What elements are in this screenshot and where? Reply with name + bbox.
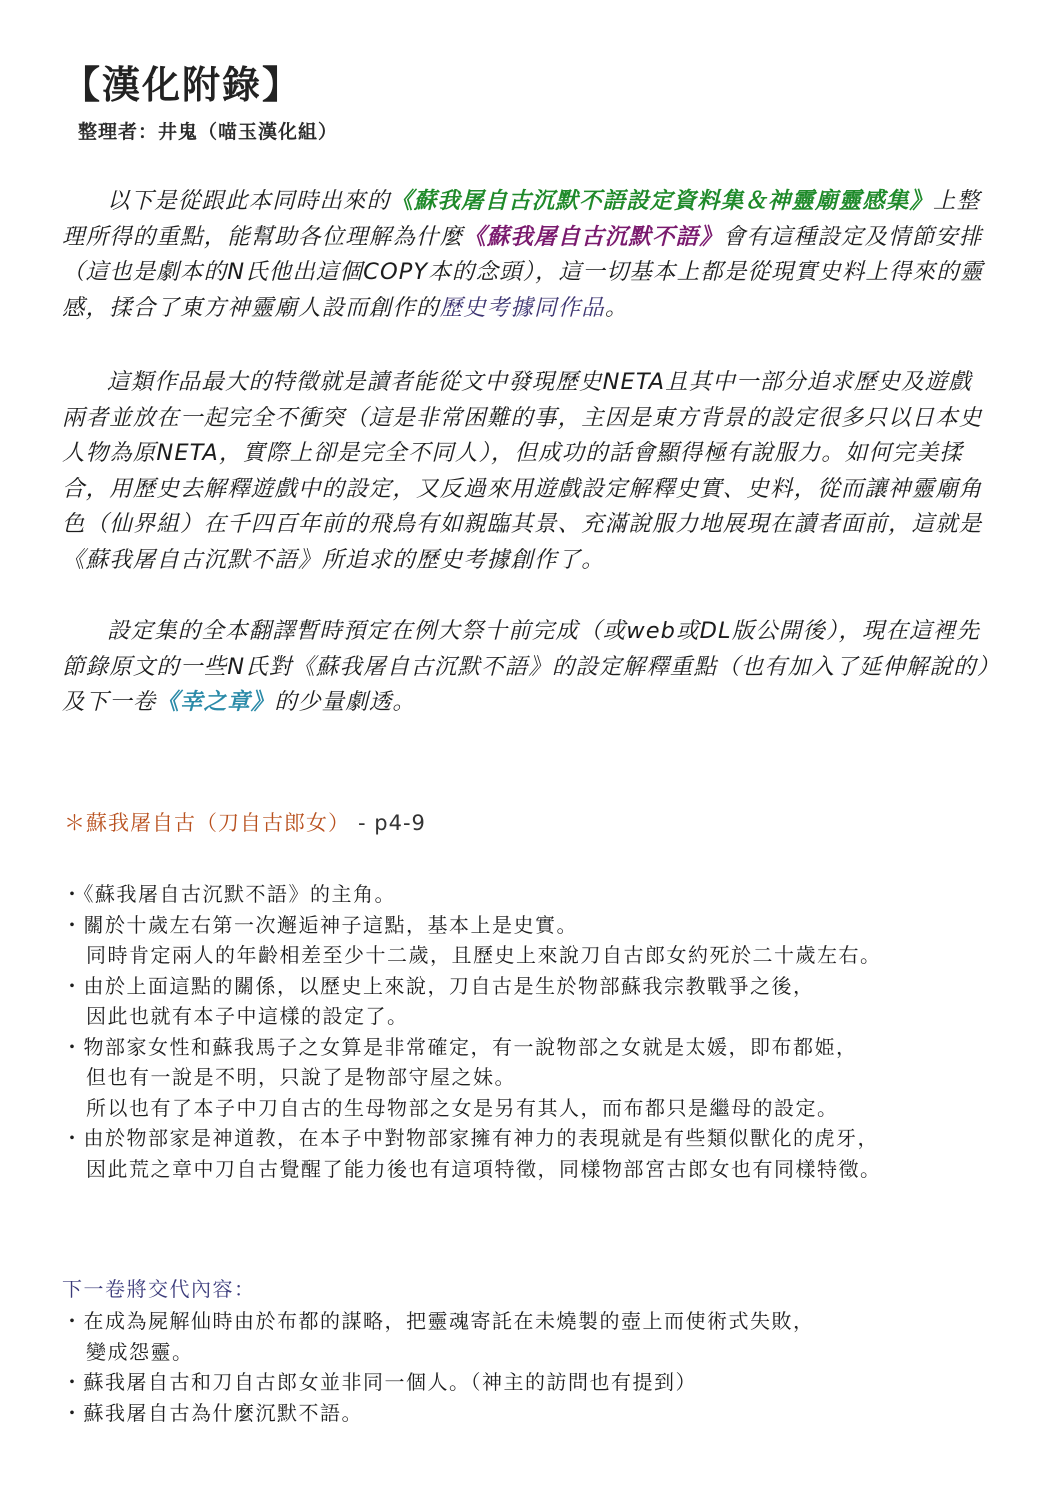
next-volume-list — [62, 1306, 1002, 1428]
intro-text: 的少量劇透。 — [274, 689, 417, 715]
list-item-continuation: 因此荒之章中刀自古覺醒了能力後也有這項特徵，同樣物部宮古郎女也有同樣特徵。 — [86, 1156, 882, 1181]
list-item: ・蘇我屠自古為什麼沉默不語。 — [62, 1400, 363, 1425]
next-volume-heading: 下一卷將交代內容： — [62, 1277, 256, 1301]
list-item-continuation: 因此也就有本子中這樣的設定了。 — [86, 1004, 409, 1028]
section-heading-title: ＊蘇我屠自古（刀自古郎女） — [64, 811, 350, 835]
intro-text: 上整理所得的重點，能幫助各位理解為什麼 — [62, 188, 981, 250]
list-item: ・蘇我屠自古和刀自古郎女並非同一個人。（神主的訪問也有提到） — [62, 1370, 697, 1394]
intro-paragraph-1 — [62, 184, 992, 326]
list-item: ・《蘇我屠自古沉默不語》的主角。 — [62, 882, 396, 906]
list-item-continuation: 但也有一說是不明，只說了是物部守屋之妹。 — [86, 1065, 516, 1089]
section-heading — [64, 807, 426, 837]
intro-text: 。 — [604, 294, 629, 321]
book-title-highlight: 《蘇我屠自古沉默不語設定資料集＆神靈廟靈感集》 — [390, 188, 934, 214]
intro-paragraph-2 — [62, 365, 992, 578]
intro-text: 設定集的全本翻譯暫時預定在例大祭十前完成（或web或DL版公開後），現在這裡先節錄原文的一些N氏對《蘇我屠自古沉默不語》的設定解釋重點（也有加入了延伸解說的）及下一卷 — [62, 618, 990, 715]
list-item: ・在成為屍解仙時由於布都的謀略，把靈魂寄託在未燒製的壺上而使術式失敗， — [62, 1309, 815, 1333]
list-item-continuation: 所以也有了本子中刀自古的生母物部之女是另有其人，而布都只是繼母的設定。 — [86, 1095, 839, 1120]
list-item: ・物部家女性和蘇我馬子之女算是非常確定，有一說物部之女就是太媛，即布都姫， — [62, 1034, 858, 1059]
page-range: - p4-9 — [358, 811, 426, 835]
genre-highlight: 歷史考據同作品 — [439, 294, 605, 321]
work-title-highlight: 《蘇我屠自古沉默不語》 — [463, 223, 723, 250]
intro-text: 這類作品最大的特徵就是讀者能從文中發現歷史NETA且其中一部分追求歷史及遊戲兩者並放在一起完全不衝突（這是非常困難的事，主因是東方背景的設定很多只以日本史人物為原NETA，實際上卻是完全不同人），但成功的話會顯得極有說服力。如何完美揉合，用歷史去解釋遊戲中的設定，又反過來用遊戲設定解釋史實、史料，從而讓神靈廟角色（仙界組）在千四百年前的飛鳥有如親臨其景、充滿說服力地展現在讀者面前，這就是《蘇我屠自古沉默不語》所追求的歷史考據創作了。 — [62, 369, 983, 573]
page-title: 【漢化附錄】 — [62, 63, 303, 107]
intro-text: 以下是從跟此本同時出來的 — [107, 188, 391, 214]
notes-list — [62, 879, 1002, 1184]
list-item: ・關於十歲左右第一次邂逅神子這點，基本上是史實。 — [62, 912, 578, 937]
list-item-continuation: 同時肯定兩人的年齡相差至少十二歲，且歷史上來說刀自古郎女約死於二十歲左右。 — [86, 943, 882, 967]
list-item: ・由於上面這點的關係，以歷史上來說，刀自古是生於物部蘇我宗教戰爭之後， — [62, 973, 815, 998]
intro-text: 會有這種設定及情節安排（這也是劇本的N氏他出這個COPY本的念頭），這一切基本上都是從現實史料上得來的靈感，揉合了東方神靈廟人設而創作的 — [62, 223, 984, 321]
list-item: ・由於物部家是神道教，在本子中對物部家擁有神力的表現就是有些類似獸化的虎牙， — [62, 1126, 879, 1150]
intro-paragraph-3 — [62, 614, 992, 721]
next-volume-title-highlight: 《幸之章》 — [156, 689, 275, 715]
list-item-continuation: 變成怨靈。 — [86, 1339, 194, 1364]
author-credit: 整理者：井鬼（喵玉漢化組） — [78, 121, 339, 143]
